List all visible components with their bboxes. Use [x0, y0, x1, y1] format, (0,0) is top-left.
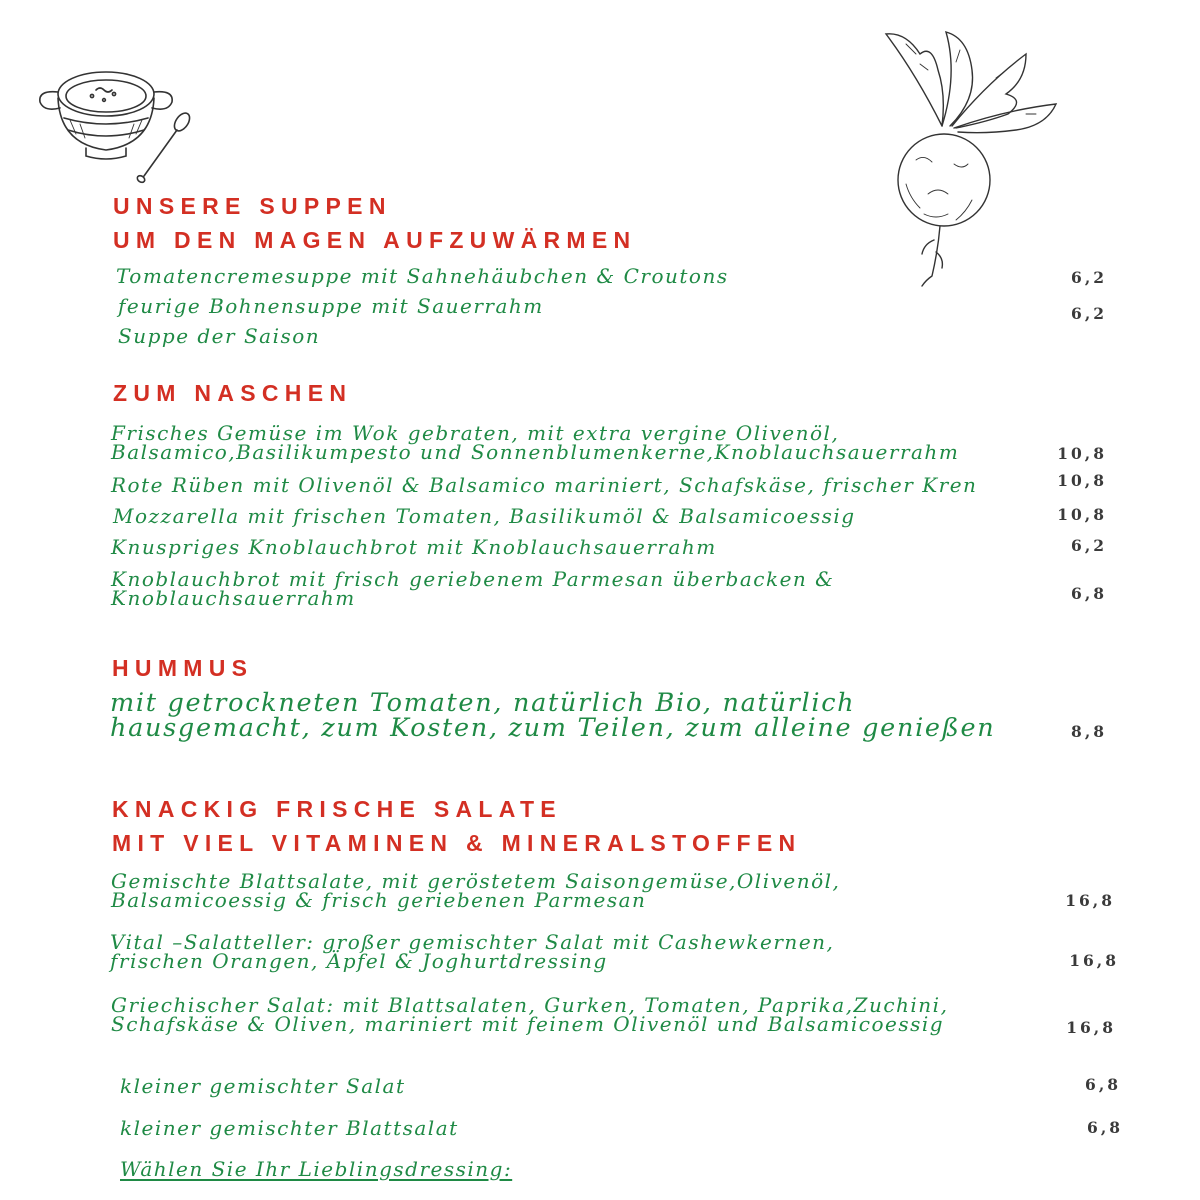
- menu-item-line: Knoblauchbrot mit frisch geriebenem Parmesan überbacken &: [111, 567, 835, 591]
- section-subheading-salate: MIT VIEL VITAMINEN & MINERALSTOFFEN: [112, 830, 802, 856]
- menu-price: 6,2: [1071, 304, 1107, 323]
- section-heading-salate: KNACKIG FRISCHE SALATE: [112, 796, 562, 822]
- menu-item-line: Balsamico,Basilikumpesto und Sonnenblumenkerne,Knoblauchsauerrahm: [111, 440, 960, 464]
- menu-price: 10,8: [1057, 444, 1107, 463]
- menu-price: 16,8: [1069, 951, 1119, 970]
- section-heading-suppen: UNSERE SUPPEN: [113, 193, 392, 219]
- section-subheading-suppen: UM DEN MAGEN AUFZUWÄRMEN: [113, 227, 637, 253]
- menu-price: 6,8: [1071, 584, 1107, 603]
- menu-item-line: Griechischer Salat: mit Blattsalaten, Gurken, Tomaten, Paprika,Zuchini,: [111, 993, 949, 1017]
- menu-price: 10,8: [1057, 471, 1107, 490]
- menu-item-line: hausgemacht, zum Kosten, zum Teilen, zum alleine genießen: [110, 712, 996, 743]
- menu-item-kleiner-gemischter-salat: kleiner gemischter Salat: [120, 1074, 406, 1098]
- menu-price: 6,8: [1087, 1118, 1123, 1137]
- dressing-label: Wählen Sie Ihr Lieblingsdressing:: [120, 1157, 513, 1181]
- menu-item-line: Knoblauchsauerrahm: [111, 586, 356, 610]
- menu-item-vital-salatteller: [110, 932, 834, 971]
- section-heading-hummus: HUMMUS: [112, 655, 254, 681]
- menu-item-rote-rueben: Rote Rüben mit Olivenöl & Balsamico mariniert, Schafskäse, frischer Kren: [111, 473, 978, 497]
- menu-item-line: Schafskäse & Oliven, mariniert mit feinem Olivenöl und Balsamicoessig: [111, 1012, 945, 1036]
- menu-item-knoblauchbrot: Knuspriges Knoblauchbrot mit Knoblauchsauerrahm: [111, 535, 717, 559]
- menu-item-tomatencremesuppe: Tomatencremesuppe mit Sahnehäubchen & Croutons: [116, 264, 729, 288]
- menu-item-knoblauchbrot-parmesan: [111, 569, 834, 608]
- menu-item-wok-gemuese: [111, 423, 959, 462]
- menu-item-kleiner-gemischter-blattsalat: kleiner gemischter Blattsalat: [120, 1116, 459, 1140]
- menu-item-line: Gemischte Blattsalate, mit geröstetem Saisongemüse,Olivenöl,: [111, 869, 841, 893]
- menu-price: 6,2: [1071, 536, 1107, 555]
- menu-price: 8,8: [1071, 722, 1107, 741]
- menu-price: 6,2: [1071, 268, 1107, 287]
- menu-item-bohnensuppe: feurige Bohnensuppe mit Sauerrahm: [118, 294, 544, 318]
- section-heading-naschen: ZUM NASCHEN: [113, 380, 353, 406]
- menu-item-line: Balsamicoessig & frisch geriebenen Parmesan: [111, 888, 647, 912]
- menu-price: 16,8: [1066, 1018, 1116, 1037]
- menu-item-suppe-der-saison: Suppe der Saison: [118, 324, 321, 348]
- soup-bowl-illustration: [34, 58, 194, 186]
- menu-item-gemischte-blattsalate: [111, 871, 840, 910]
- menu-item-line: frischen Orangen, Äpfel & Joghurtdressing: [110, 949, 608, 973]
- menu-item-griechischer-salat: [111, 995, 948, 1034]
- menu-item-line: mit getrockneten Tomaten, natürlich Bio, natürlich: [110, 688, 856, 718]
- menu-price: 10,8: [1057, 505, 1107, 524]
- menu-item-line: Frisches Gemüse im Wok gebraten, mit extra vergine Olivenöl,: [111, 421, 840, 445]
- beetroot-illustration: [876, 14, 1076, 292]
- menu-item-hummus: [110, 688, 996, 743]
- menu-item-line: Vital –Salatteller: großer gemischter Salat mit Cashewkernen,: [110, 930, 835, 954]
- menu-item-mozzarella: Mozzarella mit frischen Tomaten, Basilikumöl & Balsamicoessig: [113, 504, 856, 528]
- menu-price: 6,8: [1085, 1075, 1121, 1094]
- menu-price: 16,8: [1065, 891, 1115, 910]
